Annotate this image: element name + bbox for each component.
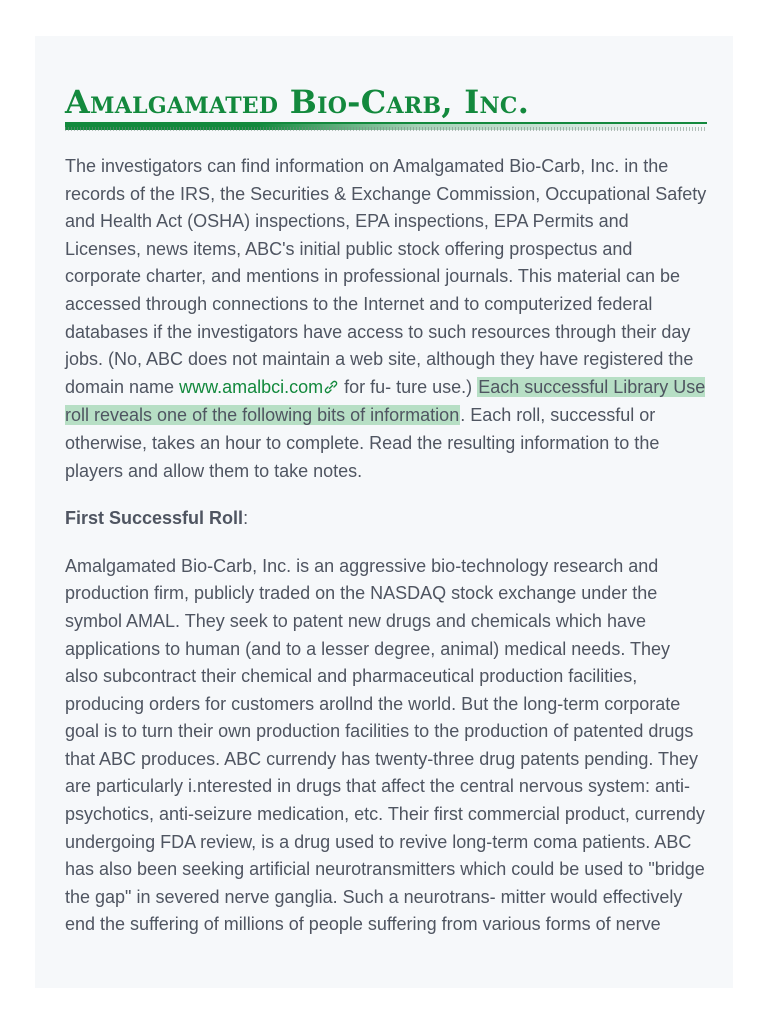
- first-roll-label: First Successful Roll: [65, 508, 244, 529]
- intro-paragraph: [65, 153, 707, 485]
- document-panel: [35, 36, 733, 988]
- intro-text-after-highlight: . Each roll, successful or otherwise, takes an hour to complete. Read the resulting information to the players and allow them to take notes.: [65, 405, 660, 481]
- domain-link[interactable]: www.amalbci.com: [179, 376, 324, 397]
- intro-text-before-link: The investigators can find information on Amalgamated Bio-Carb, Inc. in the records of the IRS, the Securities & Exchange Commission, Occupational Safety and Health Act (OSHA) inspections, EPA inspections, EPA Permits and Licenses, news items, ABC's initial public stock offering prospectus and corporate charter, and mentions in professional journals. This material can be accessed through connections to the Internet and to computerized federal databases if the investigators have access to such resources through their day jobs. (No, ABC does not maintain a web site, although they have registered the domain name: [65, 156, 707, 397]
- document-content: [65, 82, 707, 939]
- title-underline: [65, 122, 707, 131]
- intro-text-after-link: for fu- ture use.): [339, 376, 478, 397]
- first-roll-paragraph: Amalgamated Bio-Carb, Inc. is an aggressive bio-technology research and production firm, publicly traded on the NASDAQ stock exchange under the symbol AMAL. They seek to patent new drugs and chemicals which have applications to human (and to a lesser degree, animal) medical needs. They also subcontract their chemical and pharmaceutical production facilities, producing orders for customers arollnd the world. But the long-term corporate goal is to turn their own production facilities to the production of patented drugs that ABC produces. ABC currendy has twenty-three drug patents pending. They are particularly i.nterested in drugs that affect the central nervous system: anti-psychotics, anti-seizure medication, etc. Their first commercial product, currendy undergoing FDA review, is a drug used to revive long-term coma patients. ABC has also been seeking artificial neurotransmitters which could be used to "bridge the gap" in severed nerve ganglia. Such a neurotrans- mitter would effectively end the suffering of millions of people suffering from various forms of nerve: [65, 555, 705, 935]
- first-roll-heading: [65, 505, 707, 533]
- link-icon: [323, 380, 339, 397]
- highlighted-sentence: Each successful Library Use roll reveals one of the following bits of information: [65, 376, 706, 426]
- page-title: Amalgamated Bio-Carb, Inc.: [65, 83, 530, 121]
- first-roll-suffix: :: [243, 508, 249, 529]
